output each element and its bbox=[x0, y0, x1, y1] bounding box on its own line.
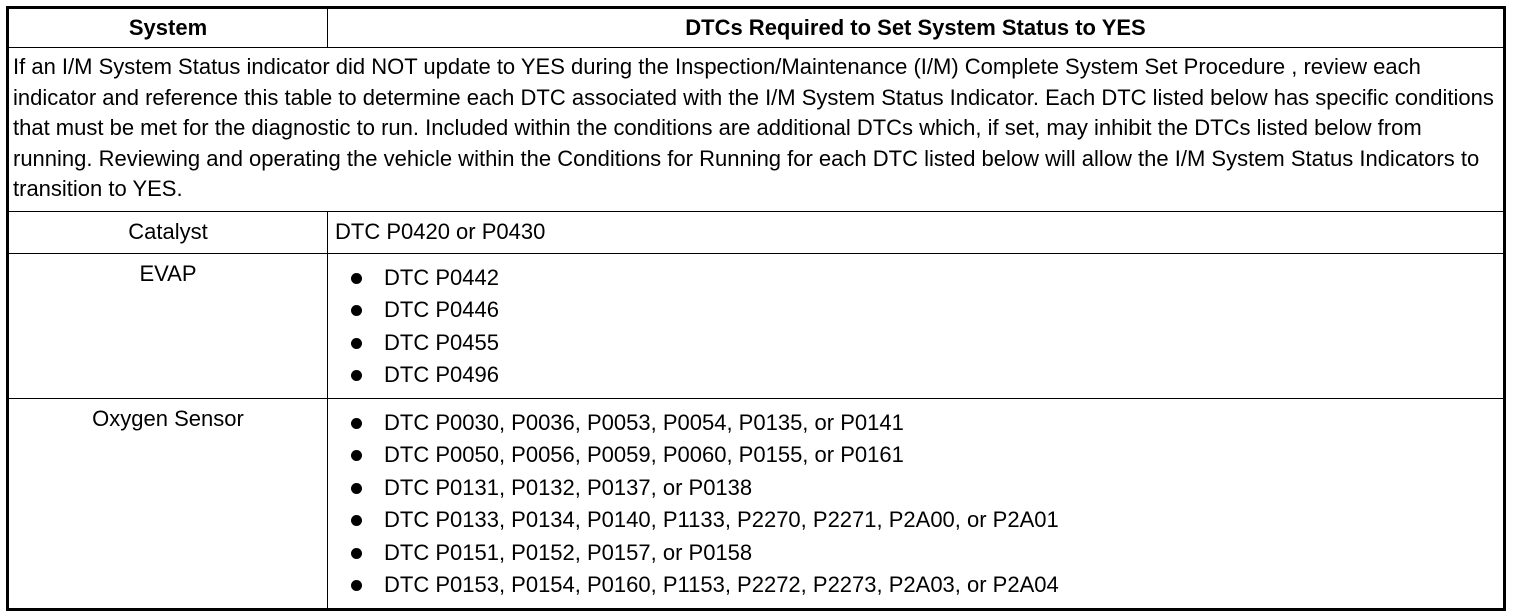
table-row-catalyst bbox=[8, 211, 1505, 253]
header-system: System bbox=[8, 8, 328, 48]
dtc-table bbox=[6, 6, 1506, 611]
list-item: DTC P0455 bbox=[328, 327, 1503, 360]
table-row-oxygen-sensor bbox=[8, 398, 1505, 609]
header-dtcs: DTCs Required to Set System Status to YES bbox=[328, 8, 1505, 48]
list-item: DTC P0496 bbox=[328, 359, 1503, 392]
system-evap: EVAP bbox=[8, 253, 328, 398]
table-row-evap bbox=[8, 253, 1505, 398]
dtc-cell-evap bbox=[328, 253, 1505, 398]
dtc-cell-oxygen-sensor bbox=[328, 398, 1505, 609]
system-catalyst: Catalyst bbox=[8, 211, 328, 253]
list-item: DTC P0151, P0152, P0157, or P0158 bbox=[328, 537, 1503, 570]
list-item: DTC P0133, P0134, P0140, P1133, P2270, P2271, P2A00, or P2A01 bbox=[328, 504, 1503, 537]
header-row bbox=[8, 8, 1505, 48]
intro-row bbox=[8, 48, 1505, 212]
dtc-list-evap bbox=[328, 254, 1503, 398]
list-item: DTC P0131, P0132, P0137, or P0138 bbox=[328, 472, 1503, 505]
system-oxygen-sensor: Oxygen Sensor bbox=[8, 398, 328, 609]
dtc-catalyst: DTC P0420 or P0430 bbox=[328, 211, 1505, 253]
list-item: DTC P0050, P0056, P0059, P0060, P0155, or P0161 bbox=[328, 439, 1503, 472]
list-item: DTC P0153, P0154, P0160, P1153, P2272, P2273, P2A03, or P2A04 bbox=[328, 569, 1503, 602]
list-item: DTC P0446 bbox=[328, 294, 1503, 327]
dtc-list-oxygen-sensor bbox=[328, 399, 1503, 608]
list-item: DTC P0030, P0036, P0053, P0054, P0135, or P0141 bbox=[328, 407, 1503, 440]
list-item: DTC P0442 bbox=[328, 262, 1503, 295]
intro-text: If an I/M System Status indicator did NOT update to YES during the Inspection/Maintenance (I/M) Complete System Set Procedure , review each indicator and reference this table to determine each DTC associated with the I/M System Status Indicator. Each DTC listed below has specific conditions that must be met for the diagnostic to run. Included within the conditions are additional DTCs which, if set, may inhibit the DTCs listed below from running. Reviewing and operating the vehicle within the Conditions for Running for each DTC listed below will allow the I/M System Status Indicators to transition to YES. bbox=[8, 48, 1505, 212]
